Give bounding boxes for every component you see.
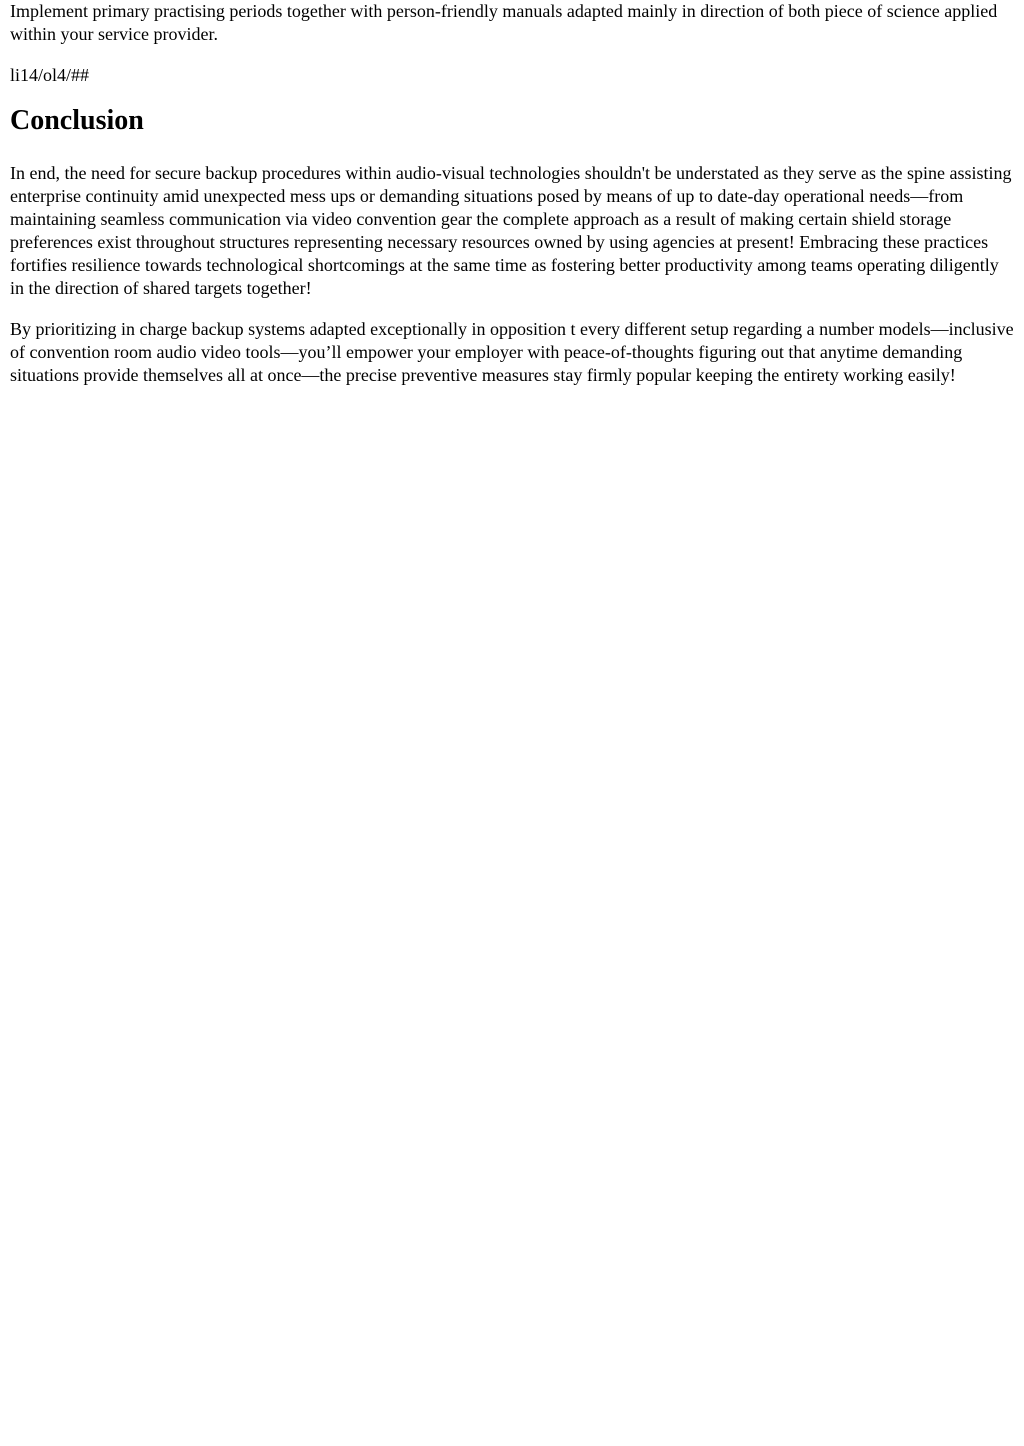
conclusion-paragraph-2: By prioritizing in charge backup systems adapted exceptionally in opposition t every different setup regarding a number models—inclusive of convention room audio video tools—you’ll empower your employer with peace-of-thoughts figuring out that anytime demanding situations provide themselves all at once—the precise preventive measures stay firmly popular keeping the entirety working easily! — [10, 319, 1014, 385]
article-body — [10, 0, 1014, 387]
stray-markup-text: li14/ol4/## — [10, 65, 90, 85]
intro-paragraph: Implement primary practising periods together with person-friendly manuals adapted mainly in direction of both piece of science applied within your service provider. — [10, 1, 998, 44]
conclusion-heading: Conclusion — [10, 105, 144, 136]
conclusion-paragraph-1: In end, the need for secure backup procedures within audio-visual technologies shouldn't be understated as they serve as the spine assisting enterprise continuity amid unexpected mess ups or demanding situations posed by means of up to date-day operational needs—from maintaining seamless communication via video convention gear the complete approach as a result of making certain shield storage preferences exist throughout structures representing necessary resources owned by using agencies at present! Embracing these practices fortifies resilience towards technological shortcomings at the same time as fostering better productivity among teams operating diligently in the direction of shared targets together! — [10, 163, 1012, 298]
